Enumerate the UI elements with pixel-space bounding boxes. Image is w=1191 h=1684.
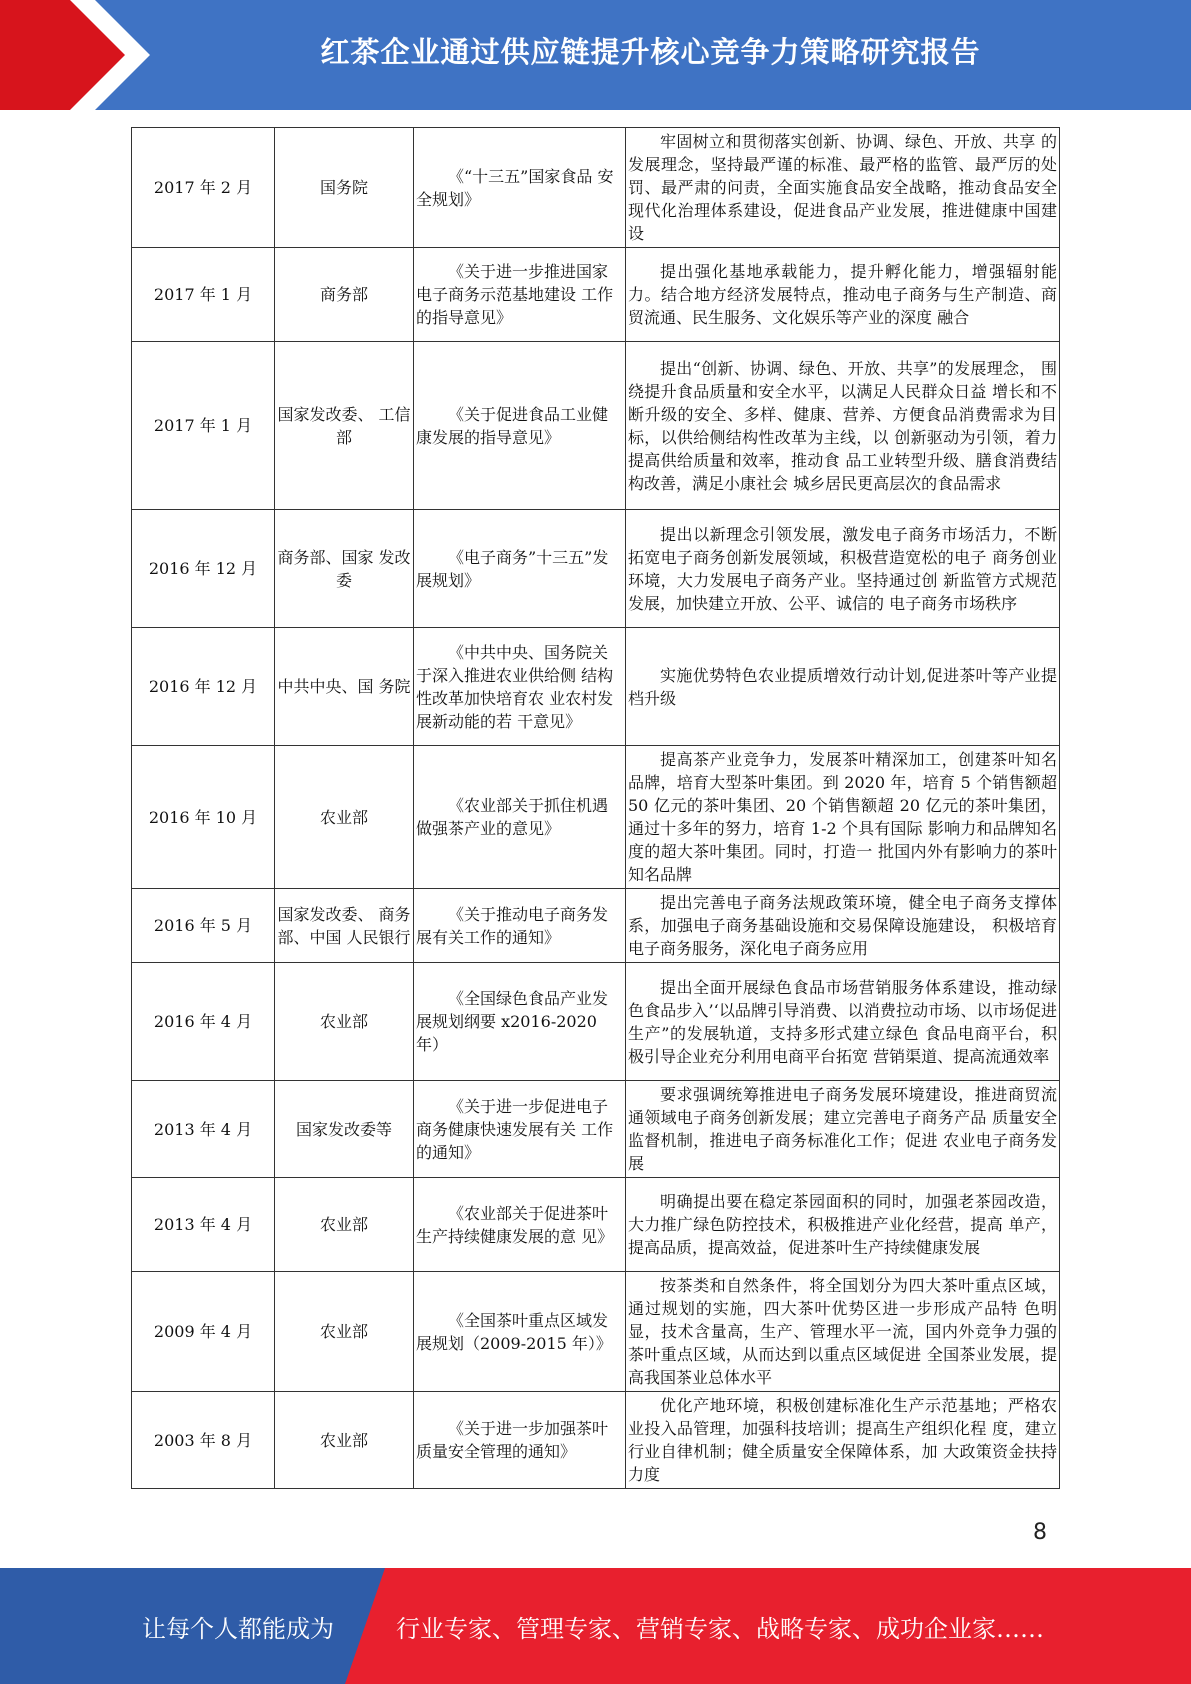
row-description: 要求强调统筹推进电子商务发展环境建设，推进商贸流通领域电子商务创新发展；建立完善电子商务产品 质量安全监督机制，推进电子商务标准化工作；促进 农业电子商务发展 (626, 1081, 1060, 1178)
table-row (132, 342, 1060, 510)
row-document: 《关于进一步促进电子 商务健康快速发展有关 工作的通知》 (414, 1081, 626, 1178)
row-date: 2016 年 10 月 (132, 746, 275, 889)
row-document: 《农业部关于抓住机遇 做强茶产业的意见》 (414, 746, 626, 889)
row-date: 2017 年 1 月 (132, 342, 275, 510)
row-document: 《关于推动电子商务发 展有关工作的通知》 (414, 889, 626, 963)
row-department: 中共中央、国 务院 (275, 628, 414, 746)
row-document: 《全国茶叶重点区域发 展规划（2009-2015 年）》 (414, 1272, 626, 1392)
row-department: 农业部 (275, 746, 414, 889)
footer-slogan-right: 行业专家、管理专家、营销专家、战略专家、成功企业家…… (396, 1614, 1044, 1643)
row-date: 2016 年 5 月 (132, 889, 275, 963)
row-department: 农业部 (275, 1178, 414, 1272)
row-description: 牢固树立和贯彻落实创新、协调、绿色、开放、共享 的发展理念，坚持最严谨的标准、最严格的监管、最严厉的处罚、最严肃的问责，全面实施食品安全战略，推动食品安全现代化治理体系建设，促进食品产业发展，推进健康中国建设 (626, 128, 1060, 248)
header-banner (0, 0, 1191, 110)
policy-table (131, 127, 1060, 1489)
table-row (132, 628, 1060, 746)
row-description: 提出全面开展绿色食品市场营销服务体系建设，推动绿色食品步入’‘以品牌引导消费、以消费拉动市场、以市场促进生产”的发展轨道，支持多形式建立绿色 食品电商平台，积极引导企业充分利用电商平台拓宽 营销渠道、提高流通效率 (626, 963, 1060, 1081)
row-department: 农业部 (275, 1392, 414, 1489)
row-document: 《关于进一步推进国家 电子商务示范基地建设 工作的指导意见》 (414, 248, 626, 342)
row-department: 国家发改委、 商务部、中国 人民银行 (275, 889, 414, 963)
table-row (132, 510, 1060, 628)
row-document: 《关于促进食品工业健 康发展的指导意见》 (414, 342, 626, 510)
table-row (132, 128, 1060, 248)
table-row (132, 963, 1060, 1081)
footer-banner (0, 1568, 1191, 1684)
footer-slogan-left: 让每个人都能成为 (142, 1614, 334, 1643)
table-row (132, 1081, 1060, 1178)
row-date: 2016 年 4 月 (132, 963, 275, 1081)
row-document: 《“十三五”国家食品 安全规划》 (414, 128, 626, 248)
row-description: 优化产地环境，积极创建标准化生产示范基地；严格农业投入品管理，加强科技培训；提高生产组织化程 度，建立行业自律机制；健全质量安全保障体系，加 大政策资金扶持力度 (626, 1392, 1060, 1489)
row-description: 实施优势特色农业提质增效行动计划,促进茶叶等产业提档升级 (626, 628, 1060, 746)
row-department: 农业部 (275, 1272, 414, 1392)
table-body (132, 128, 1060, 1489)
row-date: 2016 年 12 月 (132, 510, 275, 628)
header-arrow-icon (0, 0, 160, 110)
table-row (132, 746, 1060, 889)
row-department: 国务院 (275, 128, 414, 248)
row-date: 2013 年 4 月 (132, 1081, 275, 1178)
row-description: 按茶类和自然条件，将全国划分为四大茶叶重点区域， 通过规划的实施，四大茶叶优势区进一步形成产品特 色明显，技术含量高，生产、管理水平一流，国内外竞争力强的茶叶重点区域，从而达到以重点区域促进 全国茶业发展，提高我国茶业总体水平 (626, 1272, 1060, 1392)
row-description: 提出以新理念引领发展，激发电子商务市场活力，不断拓宽电子商务创新发展领域，积极营造宽松的电子 商务创业环境，大力发展电子商务产业。坚持通过创 新监管方式规范发展，加快建立开放、公平、诚信的 电子商务市场秩序 (626, 510, 1060, 628)
row-department: 国家发改委等 (275, 1081, 414, 1178)
row-document: 《电子商务”十三五”发展规划》 (414, 510, 626, 628)
table-row (132, 889, 1060, 963)
table-row (132, 1392, 1060, 1489)
page-number: 8 (1033, 1520, 1047, 1545)
page-title: 红茶企业通过供应链提升核心竞争力策略研究报告 (320, 34, 981, 69)
row-document: 《全国绿色食品产业发 展规划纲要 x2016-2020 年） (414, 963, 626, 1081)
row-description: 提出强化基地承载能力，提升孵化能力，增强辐射能 力。结合地方经济发展特点，推动电子商务与生产制造、商贸流通、民生服务、文化娱乐等产业的深度 融合 (626, 248, 1060, 342)
row-description: 提出“创新、协调、绿色、开放、共享”的发展理念， 围绕提升食品质量和安全水平，以满足人民群众日益 增长和不断升级的安全、多样、健康、营养、方便食品消费需求为目标，以供给侧结构性改革为主线，以 创新驱动为引领，着力提高供给质量和效率，推动食 品工业转型升级、膳食消费结构改善，满足小康社会 城乡居民更高层次的食品需求 (626, 342, 1060, 510)
row-date: 2017 年 2 月 (132, 128, 275, 248)
row-department: 商务部 (275, 248, 414, 342)
table-row (132, 248, 1060, 342)
row-document: 《关于进一步加强茶叶 质量安全管理的通知》 (414, 1392, 626, 1489)
row-document: 《农业部关于促进茶叶 生产持续健康发展的意 见》 (414, 1178, 626, 1272)
row-department: 商务部、国家 发改委 (275, 510, 414, 628)
row-department: 农业部 (275, 963, 414, 1081)
row-date: 2017 年 1 月 (132, 248, 275, 342)
row-description: 提出完善电子商务法规政策环境，健全电子商务支撑体系，加强电子商务基础设施和交易保障设施建设， 积极培育电子商务服务，深化电子商务应用 (626, 889, 1060, 963)
row-document: 《中共中央、国务院关 于深入推进农业供给侧 结构性改革加快培育农 业农村发展新动能的若 干意见》 (414, 628, 626, 746)
row-description: 提高茶产业竞争力，发展茶叶精深加工，创建茶叶知名品牌，培育大型茶叶集团。到 2020 年，培育 5 个销售额超 50 亿元的茶叶集团、20 个销售额超 20 亿元的茶叶集团，通过十多年的努力，培育 1-2 个具有国际 影响力和品牌知名度的超大茶叶集团。同时，打造一 批国内外有影响力的茶叶知名品牌 (626, 746, 1060, 889)
table-row (132, 1178, 1060, 1272)
table-row (132, 1272, 1060, 1392)
row-date: 2003 年 8 月 (132, 1392, 275, 1489)
row-date: 2009 年 4 月 (132, 1272, 275, 1392)
row-date: 2016 年 12 月 (132, 628, 275, 746)
row-description: 明确提出要在稳定茶园面积的同时，加强老茶园改造， 大力推广绿色防控技术，积极推进产业化经营，提高 单产，提高品质，提高效益，促进茶叶生产持续健康发展 (626, 1178, 1060, 1272)
row-date: 2013 年 4 月 (132, 1178, 275, 1272)
row-department: 国家发改委、 工信部 (275, 342, 414, 510)
